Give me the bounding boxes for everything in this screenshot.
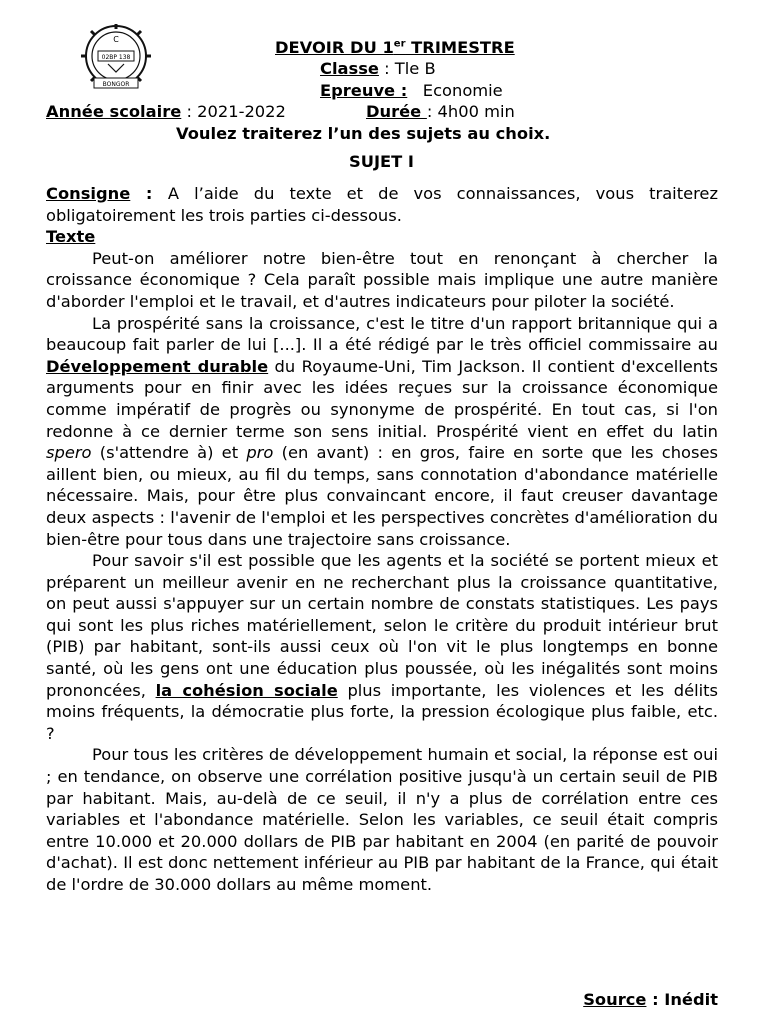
body-text [46, 183, 718, 896]
source-value: : Inédit [646, 990, 718, 1009]
choice-instruction: Voulez traiterez l’un des sujets au choix. [176, 124, 551, 143]
texte-label: Texte [46, 227, 96, 247]
title-superscript: er [393, 38, 406, 50]
epreuve-value: Economie [407, 81, 503, 100]
term-developpement-durable: Développement durable [46, 356, 269, 376]
consigne-text: A l’aide du texte et de vos connaissances, vous traiterez obligatoirement les trois parties ci-dessous. [46, 184, 718, 225]
epreuve-line [320, 81, 503, 100]
duree-line [366, 102, 515, 121]
logo-top-text: C [113, 35, 119, 44]
logo-bottom-text: BONGOR [102, 81, 130, 88]
classe-value: : Tle B [378, 59, 436, 78]
annee-line [46, 102, 286, 121]
exam-title: DEVOIR DU 1er TRIMESTRE [275, 38, 515, 57]
annee-label: Année scolaire [46, 102, 182, 121]
annee-value: : 2021-2022 [181, 102, 286, 121]
term-cohesion-sociale: la cohésion sociale [155, 680, 338, 700]
sujet-heading: SUJET I [349, 152, 414, 171]
classe-label: Classe [320, 59, 379, 78]
term-spero: spero [46, 443, 92, 463]
paragraph-3: Pour savoir s'il est possible que les agents et la société se portent mieux et préparent un meilleur avenir en ne recherchant plus la croissance quantitative, on peut aussi s'appuyer sur un certain nombre de constats statistiques. Les pays qui sont les plus riches matériellement, selon le critère du produit intérieur brut (PIB) par habitant, sont-ils aussi ceux où l'on vit le plus longtemps en bonne santé, où les gens ont une éducation plus poussée, où les inégalités sont moins prononcées, la cohésion sociale plus importante, les violences et les délits moins fréquents, la démocratie plus forte, la pression écologique plus faible, etc. ? [46, 551, 719, 743]
source-label: Source [583, 990, 647, 1009]
logo-mid-text: 02BP 138 [101, 54, 131, 61]
paragraph-4: Pour tous les critères de développement humain et social, la réponse est oui ; en tendance, on observe une corrélation positive jusqu'à un certain seuil de PIB par habitant. Mais, au-delà de ce seuil, il n'y a plus de corrélation entre ces variables et l'abondance matérielle. Selon les variables, ce seuil était compris entre 10.000 et 20.000 dollars de PIB par habitant en 2004 (en parité de pouvoir d'achat). Il est donc nettement inférieur au PIB par habitant de la France, qui était de l'ordre de 30.000 dollars au même moment. [46, 745, 718, 894]
term-pro: pro [246, 443, 274, 463]
school-seal-icon [78, 24, 154, 92]
duree-value: : 4h00 min [426, 102, 515, 121]
consigne-label: Consigne [46, 184, 131, 203]
paragraph-1: Peut-on améliorer notre bien-être tout en renonçant à chercher la croissance économique ? Cela paraît possible mais implique une autre manière d'aborder l'emploi et le travail, et d'autres indicateurs pour piloter la société. [46, 248, 718, 311]
duree-label: Durée [366, 102, 427, 121]
epreuve-label: Epreuve : [320, 81, 408, 100]
paragraph-2: La prospérité sans la croissance, c'est le titre d'un rapport britannique qui a beaucoup fait parler de lui [...]. Il a été rédigé par le très officiel commissaire au Développement durable du Royaume-Uni, Tim Jackson. Il contient d'excellents arguments pour en finir avec les idées reçues sur la croissance économique comme impératif de progrès ou synonyme de prospérité. En tout cas, si l'on redonne à ce dernier terme son sens initial. Prospérité vient en effet du latin spero (s'attendre à) et pro (en avant) : en gros, faire en sorte que les choses aillent bien, ou mieux, au fil du temps, sans connotation d'abondance matérielle nécessaire. Mais, pour être plus convaincant encore, il faut creuser davantage deux aspects : l'avenir de l'emploi et les perspectives concrètes d'amélioration du bien-être pour tous dans une trajectoire sans croissance. [46, 313, 718, 549]
consigne-paragraph: Consigne : A l’aide du texte et de vos connaissances, vous traiterez obligatoirement les trois parties ci-dessous. [46, 184, 718, 225]
source-line [583, 990, 718, 1009]
texte-label-line [46, 226, 718, 248]
classe-line [320, 59, 436, 78]
